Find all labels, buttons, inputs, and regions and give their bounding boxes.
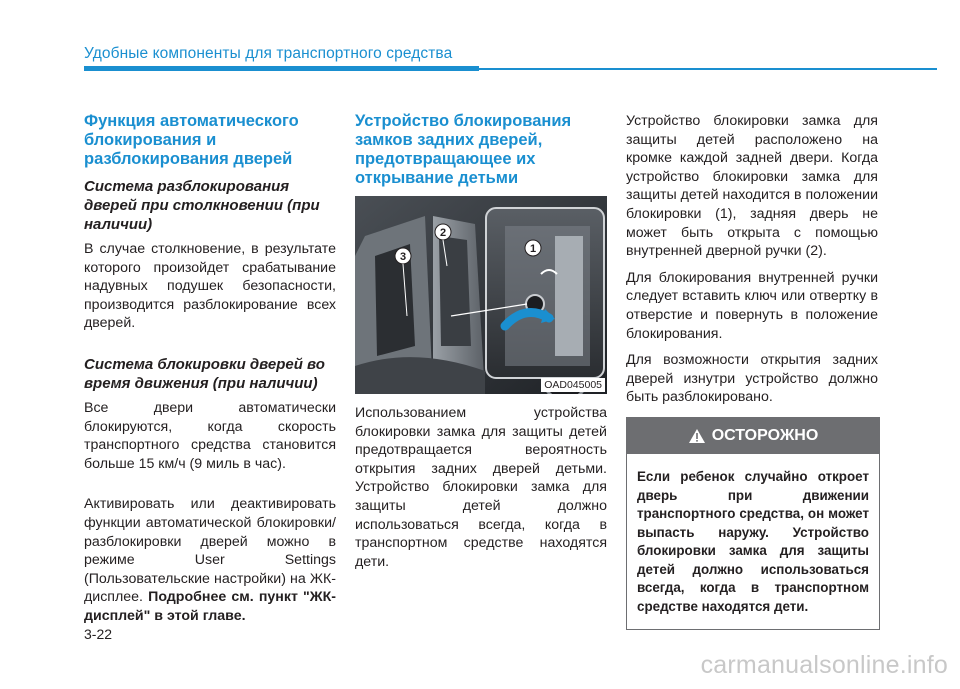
section-title-auto-lock: Функция автоматического блокирования и разблокирования дверей <box>84 112 299 168</box>
column-left <box>84 112 336 634</box>
figure-code: OAD045005 <box>541 378 605 392</box>
watermark: carmanualsonline.info <box>700 651 948 679</box>
cross-reference: Подробнее см. пункт "ЖК-дисплей" в этой главе. <box>84 589 336 624</box>
paragraph-lock-location: Устройство блокировки замка для защиты детей расположено на кромке каждой задней двери. Когда устройство блокировки замка для защиты детей находится в положении блокировки (1), задняя дверь не может быть открыта с помощью внутренней дверной ручки (2). <box>626 113 878 260</box>
warning-triangle-icon <box>688 428 706 444</box>
callout-3-label: 3 <box>399 251 407 263</box>
section-title-child-lock: Устройство блокирования замков задних дверей, предотвращающее их открывание детьми <box>355 112 572 187</box>
column-middle <box>355 112 607 579</box>
page-number: 3-22 <box>84 626 113 642</box>
subtitle-crash-unlock: Система разблокирования дверей при столкновении (при наличии) <box>84 178 320 233</box>
subtitle-speed-lock: Система блокировки дверей во время движения (при наличии) <box>84 355 325 392</box>
section-header: Удобные компоненты для транспортного средства <box>84 45 453 62</box>
paragraph-unlock-note: Для возможности открытия задних дверей изнутри устройство должно быть разблокировано. <box>626 352 878 406</box>
warning-header <box>627 418 879 454</box>
callout-2-label: 2 <box>439 227 447 239</box>
paragraph-user-settings: Активировать или деактивировать функции автоматической блокировки/разблокировки дверей можно в режиме User Settings (Пользовательские настройки) на ЖК-дисплее. Подробнее см. пункт "ЖК-дисплей" в этой главе. <box>84 496 336 624</box>
paragraph-crash-unlock: В случае столкновение, в результате которого произойдет срабатывание надувных подушек безопасности, производится разблокирование всех дверей. <box>84 241 336 332</box>
column-right <box>626 112 878 630</box>
callout-1-label: 1 <box>529 243 537 255</box>
header-rule-thick <box>84 66 479 71</box>
header-rule-thin <box>479 68 937 70</box>
warning-title: ОСТОРОЖНО <box>711 426 819 444</box>
warning-box <box>626 417 880 630</box>
paragraph-lock-procedure: Для блокирования внутренней ручки следует вставить ключ или отвертку в отверстие и повернуть в положение блокирования. <box>626 269 878 342</box>
door-photo-icon <box>355 196 607 394</box>
paragraph-speed-lock: Все двери автоматически блокируются, когда скорость транспортного средства становится больше 15 км/ч (9 миль в час). <box>84 399 336 472</box>
warning-text: Если ребенок случайно откроет дверь при движении транспортного средства, он может выпасть наружу. Устройство блокировки замка для защиты детей должно использоваться всегда, когда в транспортном средстве находятся дети. <box>637 468 869 615</box>
child-lock-illustration <box>355 196 607 394</box>
paragraph-child-lock-intro: Использованием устройства блокировки замка для защиты детей предотвращается вероятность открытия задних дверей детьми. Устройство блокировки замка для защиты детей должно использоваться всегда, когда в транспортном средстве находятся дети. <box>355 405 607 570</box>
